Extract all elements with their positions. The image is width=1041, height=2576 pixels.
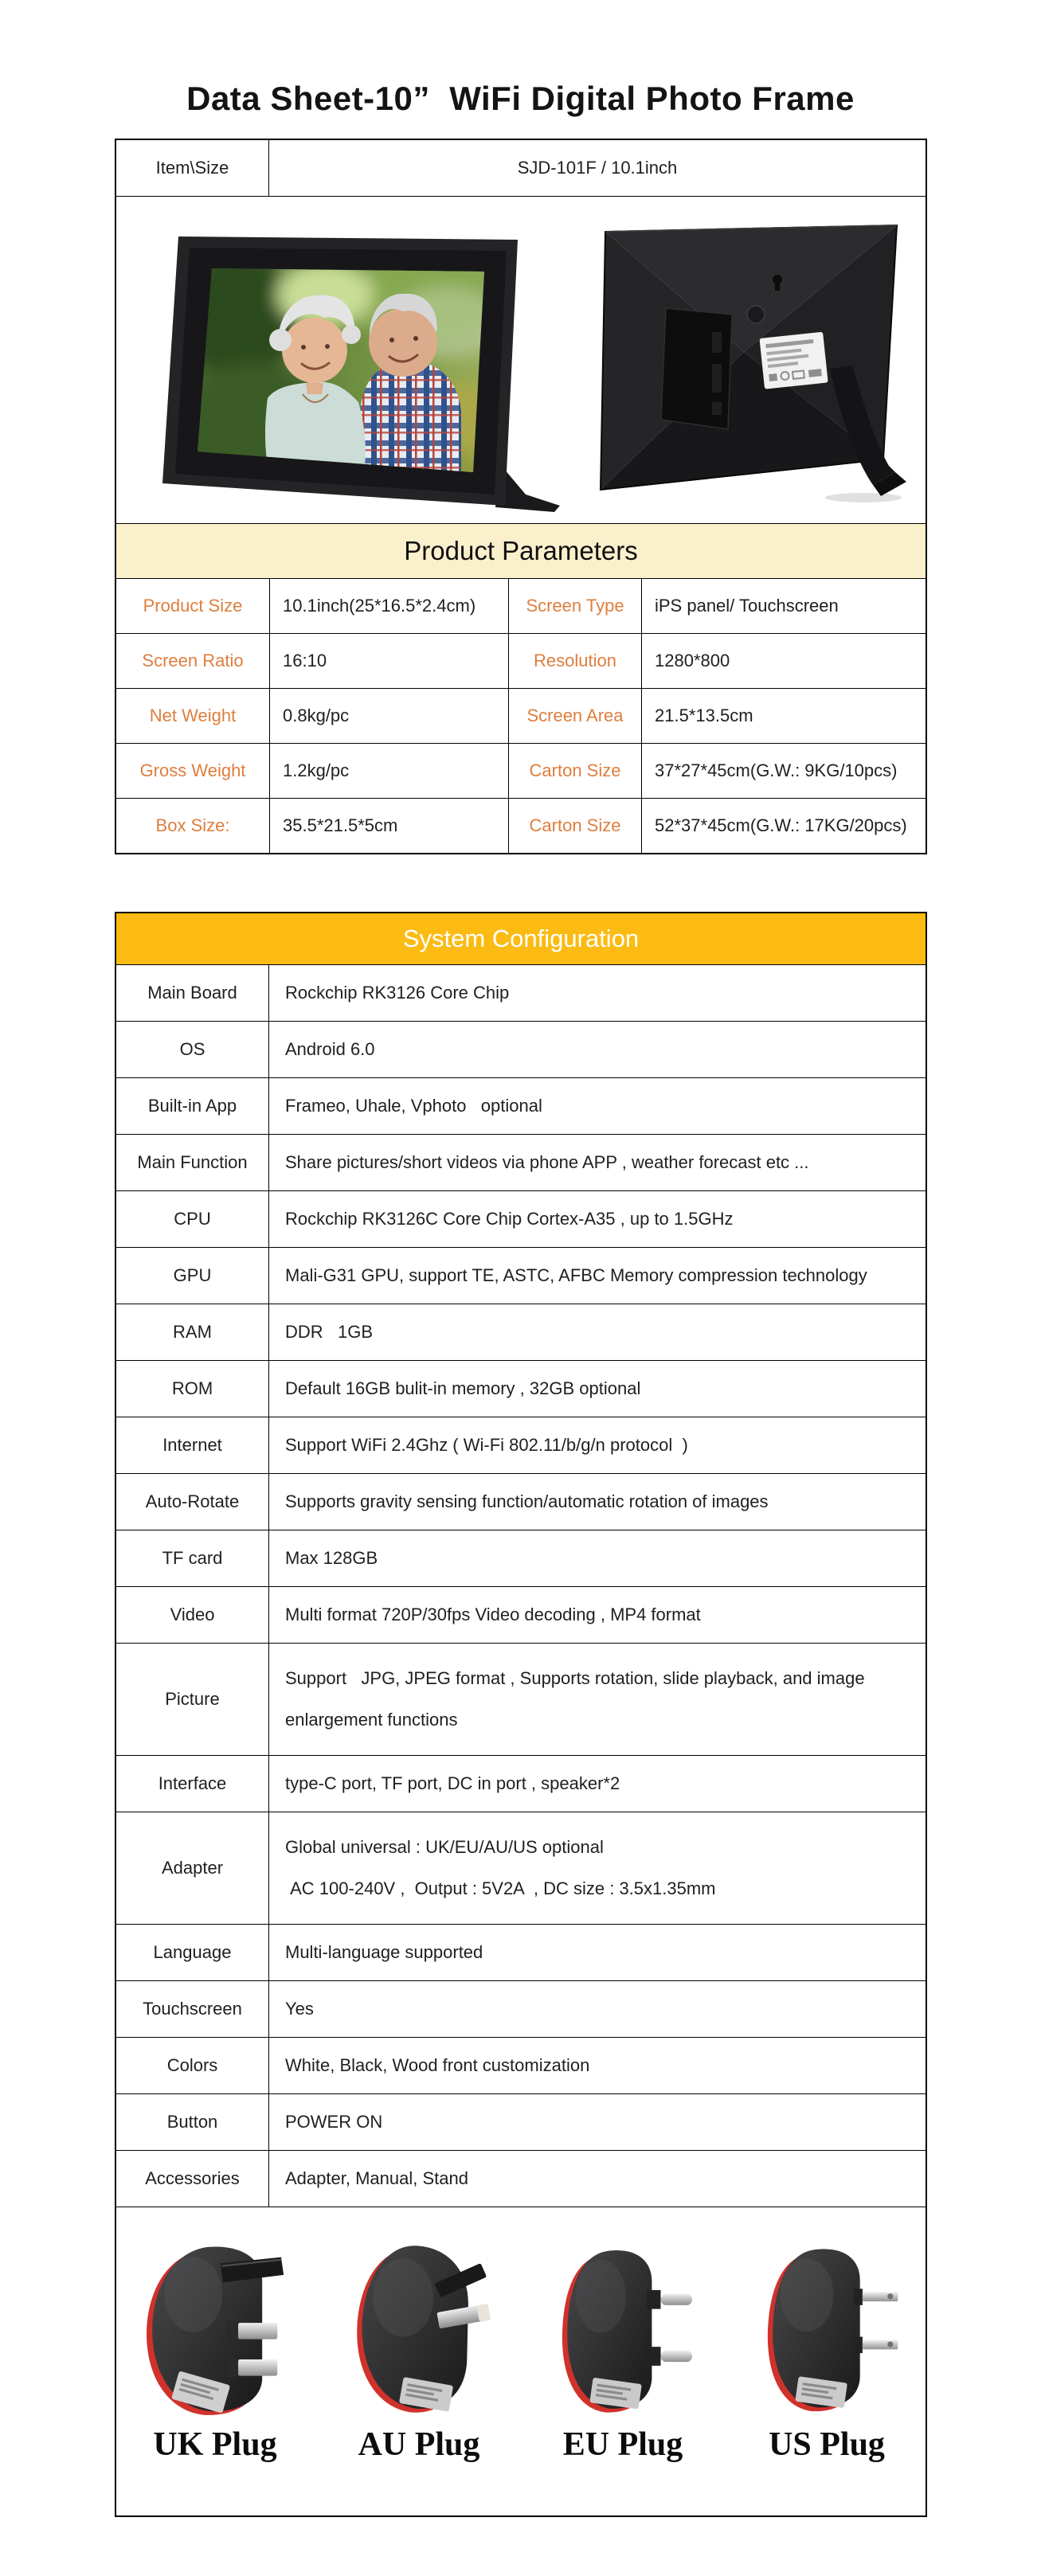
- config-value: [269, 1644, 926, 1755]
- config-label: Touchscreen: [116, 1981, 269, 2037]
- config-label: Built-in App: [116, 1078, 269, 1134]
- config-value: Multi-language supported: [285, 1942, 483, 1962]
- config-value: Default 16GB bulit-in memory , 32GB optional: [285, 1378, 641, 1398]
- config-value: Rockchip RK3126 Core Chip: [285, 983, 510, 1003]
- config-label: Accessories: [116, 2151, 269, 2207]
- config-value: Max 128GB: [285, 1548, 378, 1568]
- product-parameters-header: Product Parameters: [116, 523, 926, 578]
- config-label: Main Function: [116, 1135, 269, 1190]
- param-label: Screen Area: [508, 688, 641, 743]
- config-row: [116, 1473, 926, 1530]
- config-row: [116, 2093, 926, 2150]
- param-label: Net Weight: [116, 688, 269, 743]
- config-row: [116, 2037, 926, 2093]
- config-value: Frameo, Uhale, Vphoto optional: [285, 1096, 542, 1116]
- eu-plug: [528, 2241, 718, 2464]
- config-label: OS: [116, 1022, 269, 1077]
- config-label: Button: [116, 2094, 269, 2150]
- param-value: 1280*800: [641, 633, 926, 688]
- config-value: Share pictures/short videos via phone APP , weather forecast etc ...: [285, 1152, 809, 1172]
- param-value: 0.8kg/pc: [269, 688, 508, 743]
- config-value: Multi format 720P/30fps Video decoding , MP4 format: [285, 1605, 701, 1624]
- config-value: Supports gravity sensing function/automatic rotation of images: [285, 1491, 769, 1511]
- product-info-table: [115, 139, 927, 854]
- config-row: [116, 1643, 926, 1755]
- config-row: [116, 1980, 926, 2037]
- param-label: Screen Type: [508, 578, 641, 633]
- config-label: TF card: [116, 1530, 269, 1586]
- config-row: [116, 1755, 926, 1812]
- config-label: Auto-Rotate: [116, 1474, 269, 1530]
- plug-images-cell: [116, 2207, 926, 2515]
- config-label: Internet: [116, 1417, 269, 1473]
- param-value: iPS panel/ Touchscreen: [641, 578, 926, 633]
- config-value: type-C port, TF port, DC in port , speaker*2: [285, 1773, 620, 1793]
- au-plug: [324, 2241, 514, 2464]
- plug-label: EU Plug: [562, 2426, 683, 2463]
- plug-label: UK Plug: [153, 2426, 277, 2463]
- product-images-cell: [116, 196, 926, 523]
- photo-frame-front-image: [158, 227, 572, 514]
- uk-plug: [120, 2241, 310, 2464]
- config-value: Android 6.0: [285, 1039, 375, 1059]
- config-label: Main Board: [116, 965, 269, 1021]
- config-row: [116, 1812, 926, 1924]
- config-row: [116, 1360, 926, 1417]
- config-label: CPU: [116, 1191, 269, 1247]
- config-value: Adapter, Manual, Stand: [285, 2168, 468, 2188]
- param-label: Box Size:: [116, 798, 269, 853]
- item-size-row: [116, 140, 926, 196]
- param-value: 37*27*45cm(G.W.: 9KG/10pcs): [641, 743, 926, 798]
- config-label: Colors: [116, 2038, 269, 2093]
- config-label: RAM: [116, 1304, 269, 1360]
- config-row: [116, 1417, 926, 1473]
- config-row: [116, 1021, 926, 1077]
- param-value: 52*37*45cm(G.W.: 17KG/20pcs): [641, 798, 926, 853]
- param-label: Product Size: [116, 578, 269, 633]
- config-value: Support WiFi 2.4Ghz ( Wi-Fi 802.11/b/g/n protocol ): [285, 1435, 688, 1455]
- config-row: [116, 1077, 926, 1134]
- param-value: 10.1inch(25*16.5*2.4cm): [269, 578, 508, 633]
- us-plug-image: [749, 2241, 905, 2418]
- uk-plug-image: [134, 2241, 297, 2418]
- page-title: Data Sheet-10” WiFi Digital Photo Frame: [186, 80, 855, 117]
- eu-plug-image: [547, 2241, 699, 2418]
- config-label: Picture: [116, 1644, 269, 1755]
- config-value: DDR 1GB: [285, 1322, 374, 1342]
- config-row: [116, 1924, 926, 1980]
- param-label: Screen Ratio: [116, 633, 269, 688]
- spec-sticker: [759, 332, 828, 389]
- config-row: [116, 1247, 926, 1304]
- config-row: [116, 1134, 926, 1190]
- plug-label: AU Plug: [358, 2426, 480, 2463]
- param-label: Carton Size: [508, 743, 641, 798]
- param-label: Gross Weight: [116, 743, 269, 798]
- system-configuration-table: [115, 912, 927, 2517]
- param-label: Resolution: [508, 633, 641, 688]
- config-row: [116, 1304, 926, 1360]
- config-value: Rockchip RK3126C Core Chip Cortex-A35 , up to 1.5GHz: [285, 1209, 734, 1229]
- system-configuration-header: System Configuration: [116, 913, 926, 965]
- param-value: 16:10: [269, 633, 508, 688]
- param-label: Carton Size: [508, 798, 641, 853]
- config-label: Language: [116, 1925, 269, 1980]
- config-value-line: AC 100-240V , Output : 5V2A , DC size : 3.5x1.35mm: [285, 1878, 716, 1898]
- config-label: ROM: [116, 1361, 269, 1417]
- config-value: [269, 1812, 926, 1924]
- product-parameters-table: [116, 578, 926, 853]
- config-value: White, Black, Wood front customization: [285, 2055, 590, 2075]
- config-label: GPU: [116, 1248, 269, 1304]
- param-value: 1.2kg/pc: [269, 743, 508, 798]
- config-value: POWER ON: [285, 2112, 383, 2132]
- config-row: [116, 965, 926, 1021]
- au-plug-image: [339, 2241, 499, 2418]
- config-value-line: enlargement functions: [285, 1709, 458, 1730]
- config-label: Video: [116, 1587, 269, 1643]
- config-label: Adapter: [116, 1812, 269, 1924]
- config-value-line: Global universal : UK/EU/AU/US optional: [285, 1837, 604, 1858]
- item-size-label: Item\Size: [116, 140, 269, 196]
- config-value: Mali-G31 GPU, support TE, ASTC, AFBC Memory compression technology: [285, 1265, 867, 1285]
- photo-frame-back-image: [593, 221, 911, 507]
- item-size-value: SJD-101F / 10.1inch: [517, 158, 678, 178]
- config-row: [116, 1586, 926, 1643]
- param-value: 35.5*21.5*5cm: [269, 798, 508, 853]
- config-row: [116, 1190, 926, 1247]
- config-value-line: Support JPG, JPEG format , Supports rotation, slide playback, and image: [285, 1668, 865, 1689]
- config-row: [116, 2150, 926, 2207]
- param-value: 21.5*13.5cm: [641, 688, 926, 743]
- config-row: [116, 1530, 926, 1586]
- us-plug: [732, 2241, 922, 2464]
- config-value: Yes: [285, 1999, 314, 2019]
- config-label: Interface: [116, 1756, 269, 1812]
- plug-label: US Plug: [769, 2426, 885, 2463]
